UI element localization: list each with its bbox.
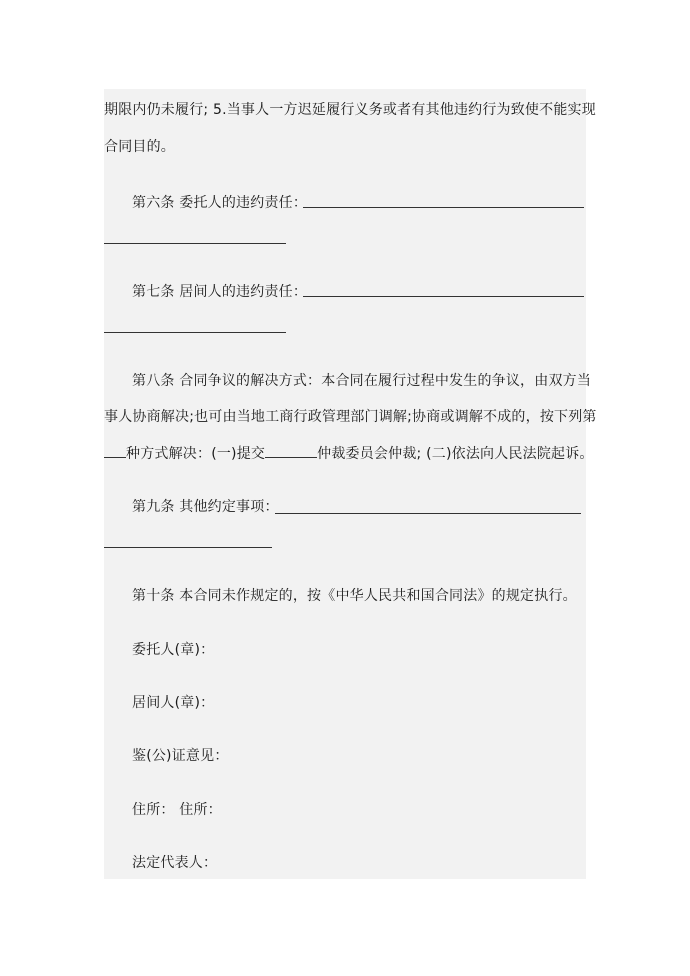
paragraph-continuation-line-1: 期限内仍未履行; 5.当事人一方迟延履行义务或者有其他违约行为致使不能实现 xyxy=(104,102,596,118)
article-8-line-3 xyxy=(104,443,594,464)
article-9-label: 第九条 其他约定事项： xyxy=(132,499,279,515)
article-7-blank-line-1[interactable] xyxy=(303,296,584,297)
broker-seal-label: 居间人(章)： xyxy=(132,695,215,711)
notary-opinion-label: 鉴(公)证意见： xyxy=(132,748,229,764)
arbitration-committee-blank[interactable] xyxy=(265,443,317,458)
address-label: 住所： 住所： xyxy=(132,802,222,818)
article-6-blank-line-1[interactable] xyxy=(303,207,584,208)
article-8-line-3-part-b: 仲裁委员会仲裁; (二)依法向人民法院起诉。 xyxy=(317,446,594,462)
legal-representative-label: 法定代表人： xyxy=(132,855,218,871)
article-6-blank-line-2[interactable] xyxy=(104,243,286,244)
article-7-blank-line-2[interactable] xyxy=(104,332,286,333)
article-8-line-2: 事人协商解决;也可由当地工商行政管理部门调解;协商或调解不成的，按下列第 xyxy=(104,409,597,425)
article-7-label: 第七条 居间人的违约责任： xyxy=(132,284,308,300)
article-8-line-3-part-a: 种方式解决：(一)提交 xyxy=(126,446,266,462)
article-6-label: 第六条 委托人的违约责任： xyxy=(132,195,308,211)
article-9-blank-line-1[interactable] xyxy=(275,513,581,514)
choice-number-blank[interactable] xyxy=(104,443,126,458)
paragraph-continuation-line-2: 合同目的。 xyxy=(104,139,175,155)
article-9-blank-line-2[interactable] xyxy=(104,547,272,548)
client-seal-label: 委托人(章)： xyxy=(132,642,215,658)
article-8-line-1: 第八条 合同争议的解决方式：本合同在履行过程中发生的争议，由双方当 xyxy=(132,373,592,389)
article-10-text: 第十条 本合同未作规定的，按《中华人民共和国合同法》的规定执行。 xyxy=(132,588,577,604)
